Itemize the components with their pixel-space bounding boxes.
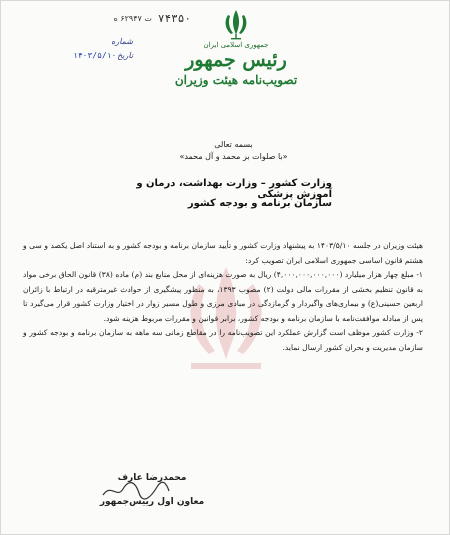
stamp-number: ۷۴۳۵۰ (157, 11, 191, 25)
republic-title: جمهوری اسلامی ایران (203, 41, 269, 49)
file-number-row (61, 10, 191, 26)
salutation-line-1: بسمه تعالی (214, 140, 253, 149)
number-date-box (73, 35, 133, 63)
date-label: تاریخ (117, 51, 133, 60)
salutation-line-2: «با صلوات بر محمد و آل محمد» (179, 152, 288, 161)
decree-body (23, 239, 423, 459)
body-clause-2: ۲- وزارت کشور موظف است گزارش عملکرد این تصویب‌نامه را در مقاطع زمانی سه ماهه به سازمان برنامه و بودجه کشور و سازمان مدیریت و بحران کشور ارسال نماید. (23, 328, 423, 352)
addressee-line-2: سازمان برنامه و بودجه کشور (187, 198, 332, 209)
number-line (73, 35, 133, 49)
letterhead (171, 41, 301, 89)
body-intro: هیئت وزیران در جلسه ۱۴۰۳/۵/۱۰ به پیشنهاد وزارت کشور و تأیید سازمان برنامه و بودجه کشور و به استناد اصل یکصد و سی و هشتم قانون اساسی جمهوری اسلامی ایران تصویب کرد: (23, 241, 423, 265)
file-marker: ت ۶۲۹۴۷ ه (113, 13, 152, 23)
president-title: رئیس جمهور (185, 49, 287, 71)
salutation (151, 139, 316, 163)
addressee-line-1: وزارت کشور – وزارت بهداشت، درمان و آموزش پزشکی (136, 178, 332, 200)
body-clause-1: ۱- مبلغ چهار هزار میلیارد (۴,۰۰۰,۰۰۰,۰۰۰,۰۰۰) ریال به صورت هزینه‌ای از محل منابع بند (م) ماده (۳۸) قانون الحاق برخی مواد به قانون تنظیم بخشی از مقررات مالی دولت (۲) مصوب ۱۳۹۳، به منظور پیشگیری از حوادث غیرمترقبه در ارتباط با زائران اربعین حسینی(ع) و بیماری‌های واگیردار و گرمازدگی در مبادی مرزی و طول مسیر زوار در اختیار وزارت کشور قرار می‌گیرد تا پس از مبادله موافقت‌نامه با سازمان برنامه و بودجه کشور، برابر قوانین و مقررات مربوط هزینه شود. (23, 270, 423, 323)
signatory-name: محمدرضا عارف (117, 473, 187, 483)
number-label: شماره (111, 37, 133, 46)
date-line (73, 49, 133, 63)
date-value: ۱۴۰۳/۵/۱۰ (73, 51, 117, 60)
signature-block (97, 471, 207, 509)
iran-emblem-icon (219, 7, 253, 41)
decree-title: تصویب‌نامه هیئت وزیران (174, 73, 298, 87)
signatory-title: معاون اول رییس‌جمهور (99, 497, 205, 507)
